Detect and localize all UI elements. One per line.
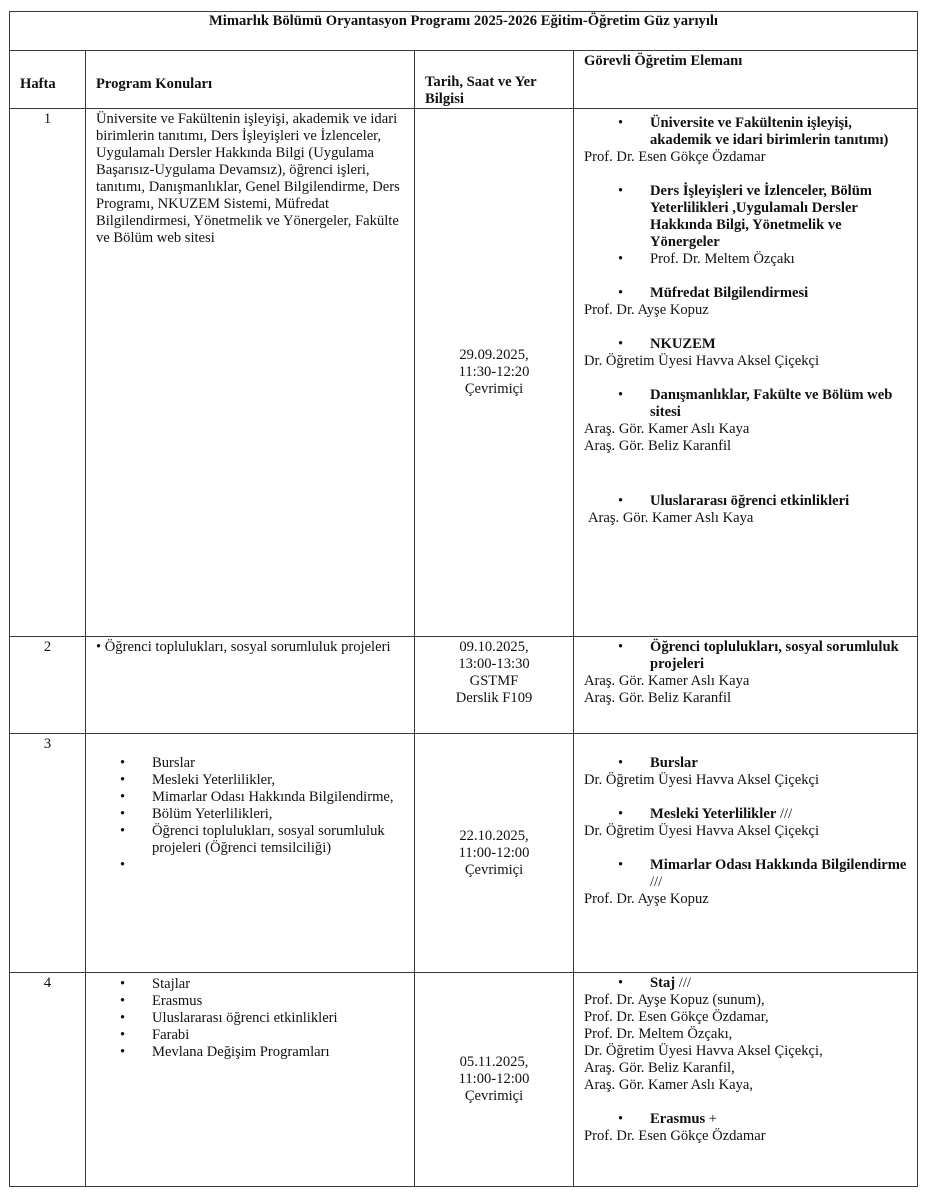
topic-text: Burslar <box>152 755 195 771</box>
staff-topic-suffix: /// <box>675 975 691 991</box>
header-gorevli: Görevli Öğretim Elemanı <box>574 51 918 109</box>
topic-text: Mevlana Değişim Programları <box>152 1044 330 1060</box>
date: 09.10.2025, <box>459 639 529 655</box>
staff-block <box>584 285 911 319</box>
staff-name: Araş. Gör. Kamer Aslı Kaya <box>588 510 754 526</box>
topic-text: Stajlar <box>152 976 191 992</box>
staff-name: Prof. Dr. Meltem Özçakı, <box>584 1026 733 1042</box>
staff-topic: Erasmus <box>650 1111 706 1127</box>
staff-name: Prof. Dr. Ayşe Kopuz <box>584 302 709 318</box>
staff-block <box>584 639 911 707</box>
week-number: 2 <box>10 637 86 734</box>
topic-text: Öğrenci toplulukları, sosyal sorumluluk projeleri (Öğrenci temsilciliği) <box>152 823 385 856</box>
place: Çevrimiçi <box>464 1088 524 1104</box>
staff-block <box>584 975 911 1094</box>
bullet-icon: • <box>618 493 624 509</box>
staff-topic-suffix: + <box>705 1111 718 1127</box>
bullet-icon: • <box>618 1111 624 1127</box>
table-row <box>10 109 918 637</box>
week-number: 1 <box>10 109 86 637</box>
date-cell <box>415 973 574 1187</box>
header-program: Program Konuları <box>86 51 415 109</box>
header-tarih: Tarih, Saat ve Yer Bilgisi <box>415 51 574 109</box>
topic-item <box>86 823 414 857</box>
staff-topic: Uluslararası öğrenci etkinlikleri <box>650 493 850 509</box>
time: 11:30-12:20 <box>458 364 530 380</box>
staff-name: Prof. Dr. Esen Gökçe Özdamar <box>584 149 766 165</box>
topic-item <box>86 1044 414 1061</box>
date-cell <box>415 109 574 637</box>
topics-text: • Öğrenci toplulukları, sosyal sorumluluk projeleri <box>96 639 391 655</box>
topics-list <box>86 976 414 1061</box>
date-cell <box>415 734 574 973</box>
staff-block <box>584 183 911 268</box>
staff-block <box>584 1111 911 1145</box>
staff-name: Prof. Dr. Ayşe Kopuz (sunum), <box>584 992 765 1008</box>
staff-topic: Üniversite ve Fakültenin işleyişi, akademik ve idari birimlerin tanıtımı) <box>650 115 889 148</box>
date: 05.11.2025, <box>459 1054 529 1070</box>
topic-text: Mesleki Yeterlilikler, <box>152 772 276 788</box>
topic-item <box>86 993 414 1010</box>
staff-topic: Mimarlar Odası Hakkında Bilgilendirme <box>650 857 907 873</box>
staff-name: Araş. Gör. Kamer Aslı Kaya, <box>584 1077 754 1093</box>
place: Çevrimiçi <box>464 381 524 397</box>
topic-item <box>86 1027 414 1044</box>
bullet-icon: • <box>120 857 126 873</box>
bullet-icon: • <box>120 976 126 992</box>
header-row <box>10 51 918 109</box>
place: GSTMF <box>469 673 519 689</box>
topics-list <box>86 755 414 874</box>
bullet-icon: • <box>120 1044 126 1060</box>
bullet-icon: • <box>120 772 126 788</box>
bullet-icon: • <box>618 285 624 301</box>
staff-name: Dr. Öğretim Üyesi Havva Aksel Çiçekçi <box>584 823 820 839</box>
staff-block <box>584 806 911 840</box>
bullet-icon: • <box>618 387 624 403</box>
table-row <box>10 973 918 1187</box>
topic-text: Mimarlar Odası Hakkında Bilgilendirme, <box>152 789 394 805</box>
date: 22.10.2025, <box>459 827 529 844</box>
topic-item <box>86 789 414 806</box>
table-row <box>10 734 918 973</box>
topic-item <box>86 806 414 823</box>
bullet-icon: • <box>618 251 624 267</box>
bullet-icon: • <box>618 183 624 199</box>
bullet-icon: • <box>120 806 126 822</box>
staff-name: Prof. Dr. Esen Gökçe Özdamar <box>584 1128 766 1144</box>
week-number: 3 <box>10 734 86 973</box>
place: Çevrimiçi <box>464 861 524 878</box>
staff-name: Araş. Gör. Beliz Karanfil <box>584 690 732 706</box>
staff-topic: Mesleki Yeterlilikler <box>650 806 777 822</box>
staff-topic: Ders İşleyişleri ve İzlenceler, Bölüm Yeterlilikleri ,Uygulamalı Dersler Hakkında Bilgi, Yönetmelik ve Yönergeler <box>650 183 872 250</box>
topic-text: Uluslararası öğrenci etkinlikleri <box>152 1010 338 1026</box>
topic-text: Farabi <box>152 1027 190 1043</box>
bullet-icon: • <box>618 857 624 873</box>
staff-name: Araş. Gör. Kamer Aslı Kaya <box>584 673 750 689</box>
topics-cell <box>86 109 415 637</box>
staff-topic: Staj <box>650 975 676 991</box>
staff-name: Dr. Öğretim Üyesi Havva Aksel Çiçekçi, <box>584 1043 823 1059</box>
topic-item <box>86 755 414 772</box>
bullet-icon: • <box>120 789 126 805</box>
orientation-program-table <box>9 11 918 1187</box>
staff-name: Dr. Öğretim Üyesi Havva Aksel Çiçekçi <box>584 772 820 788</box>
staff-name: Araş. Gör. Kamer Aslı Kaya <box>584 421 750 437</box>
staff-topic: NKUZEM <box>650 336 716 352</box>
topic-item <box>86 772 414 789</box>
staff-block <box>584 336 911 370</box>
staff-cell <box>574 734 918 973</box>
week-number: 4 <box>10 973 86 1187</box>
staff-name: Prof. Dr. Esen Gökçe Özdamar, <box>584 1009 769 1025</box>
bullet-icon: • <box>618 975 624 991</box>
staff-block <box>584 387 911 455</box>
staff-name: Prof. Dr. Ayşe Kopuz <box>584 891 709 907</box>
topic-item <box>86 976 414 993</box>
staff-cell <box>574 973 918 1187</box>
date: 29.09.2025, <box>459 347 529 363</box>
staff-topic: Müfredat Bilgilendirmesi <box>650 285 809 301</box>
topics-text: Üniversite ve Fakültenin işleyişi, akademik ve idari birimlerin tanıtımı, Ders İşleyişleri ve İzlenceler, Uygulamalı Dersler Hakkında Bilgi (Uygulama Başarısız-Uygulama Devamsız), öğrenci işleri, tanıtımı, Danışmanlıklar, Genel Bilgilendirme, Ders Programı, NKUZEM Sistemi, Müfredat Bilgilendirmesi, Yönetmelik ve Yönergeler, Fakülte ve Bölüm web sitesi <box>96 111 400 246</box>
staff-topic-suffix: /// <box>650 874 663 890</box>
staff-topic-suffix: /// <box>776 806 793 822</box>
topic-text: Erasmus <box>152 993 203 1009</box>
time: 13:00-13:30 <box>458 656 530 672</box>
table-title: Mimarlık Bölümü Oryantasyon Programı 2025-2026 Eğitim-Öğretim Güz yarıyılı <box>10 12 918 51</box>
staff-name: Araş. Gör. Beliz Karanfil, <box>584 1060 735 1076</box>
topic-item <box>86 1010 414 1027</box>
staff-block <box>584 493 911 527</box>
staff-name: Dr. Öğretim Üyesi Havva Aksel Çiçekçi <box>584 353 820 369</box>
topics-cell <box>86 973 415 1187</box>
staff-block <box>584 755 911 789</box>
staff-name: Prof. Dr. Meltem Özçakı <box>650 251 795 267</box>
bullet-icon: • <box>618 336 624 352</box>
bullet-icon: • <box>618 806 624 822</box>
bullet-icon: • <box>618 755 624 771</box>
staff-topic: Öğrenci toplulukları, sosyal sorumluluk projeleri <box>650 639 899 672</box>
header-hafta: Hafta <box>10 51 86 109</box>
bullet-icon: • <box>120 1010 126 1026</box>
topics-cell <box>86 637 415 734</box>
staff-topic: Danışmanlıklar, Fakülte ve Bölüm web sitesi <box>650 387 893 420</box>
bullet-icon: • <box>120 823 126 839</box>
staff-cell <box>574 109 918 637</box>
staff-topic: Burslar <box>650 755 698 771</box>
staff-block <box>584 857 911 908</box>
date-cell <box>415 637 574 734</box>
bullet-icon: • <box>618 639 624 655</box>
time: 11:00-12:00 <box>458 844 530 861</box>
bullet-icon: • <box>120 1027 126 1043</box>
bullet-icon: • <box>120 993 126 1009</box>
topic-text: Bölüm Yeterlilikleri, <box>152 806 273 822</box>
staff-name: Araş. Gör. Beliz Karanfil <box>584 438 732 454</box>
time: 11:00-12:00 <box>458 1071 530 1087</box>
room: Derslik F109 <box>455 690 533 706</box>
topics-cell <box>86 734 415 973</box>
staff-cell <box>574 637 918 734</box>
bullet-icon: • <box>618 115 624 131</box>
staff-block <box>584 115 911 166</box>
bullet-icon: • <box>120 755 126 771</box>
topic-item <box>86 857 414 874</box>
table-row <box>10 637 918 734</box>
